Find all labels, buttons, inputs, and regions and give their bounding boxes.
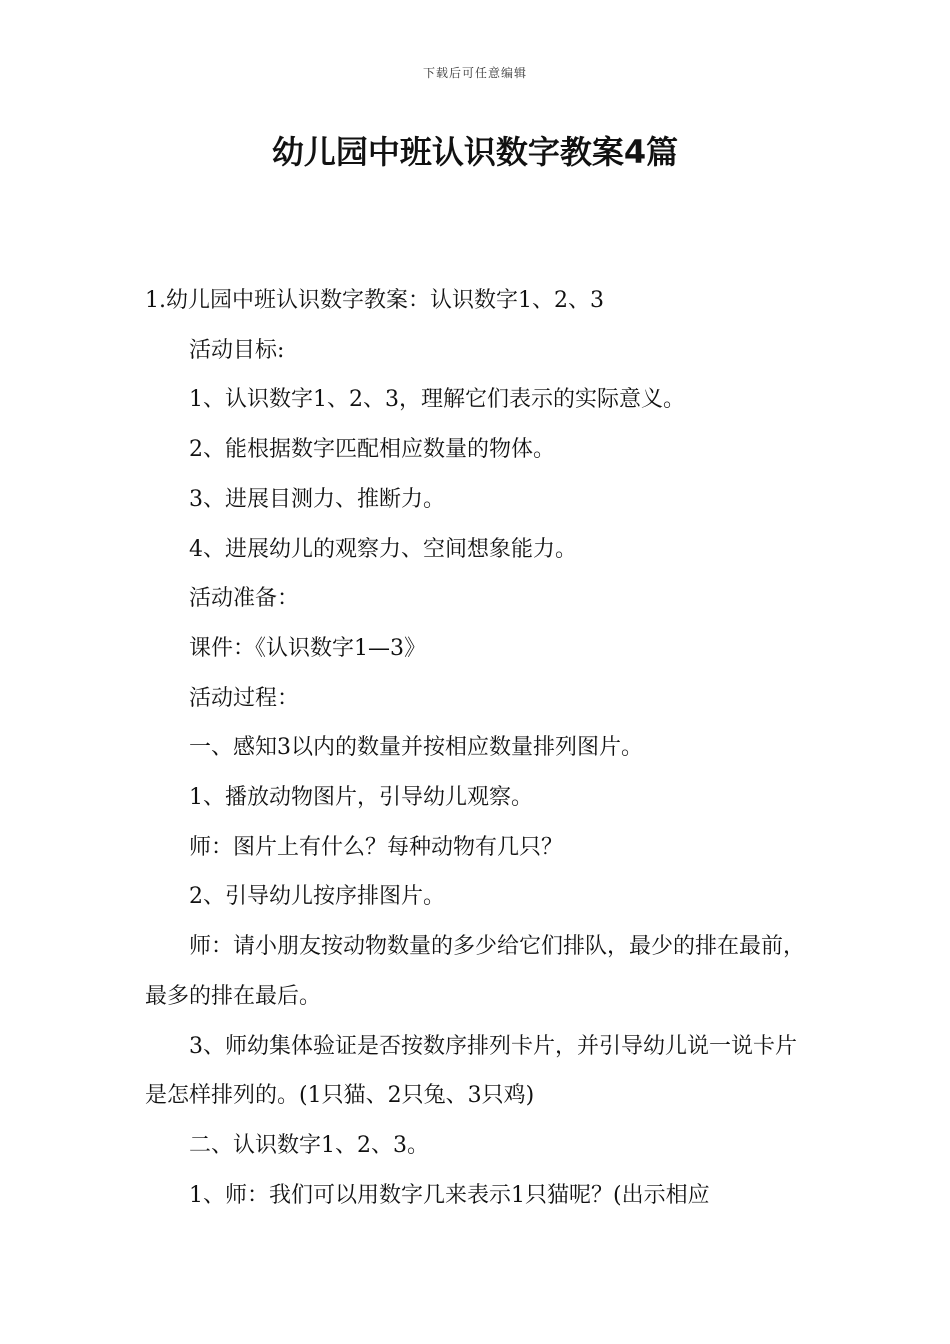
paragraph: 活动过程： [189,685,300,711]
paragraph: 1、师：我们可以用数字几来表示1只猫呢？(出示相应 [189,1182,710,1208]
paragraph: 师：请小朋友按动物数量的多少给它们排队，最少的排在最前，最多的排在最后。 [145,934,806,1009]
paragraph: 3、进展目测力、推断力。 [189,486,445,512]
paragraph: 活动准备： [189,586,300,612]
paragraph: 一、感知3以内的数量并按相应数量排列图片。 [189,735,643,761]
document-title: 幼儿园中班认识数字教案4篇 [271,133,679,171]
paragraph: 2、能根据数字匹配相应数量的物体。 [189,437,555,463]
paragraph: 4、进展幼儿的观察力、空间想象能力。 [189,536,577,562]
paragraph: 3、师幼集体验证是否按数序排列卡片，并引导幼儿说一说卡片是怎样排列的。(1只猫、2只兔、3只鸡) [145,1033,797,1109]
paragraph: 1、认识数字1、2、3，理解它们表示的实际意义。 [189,387,685,413]
paragraph: 活动目标: [189,337,285,363]
paragraph: 二、认识数字1、2、3。 [189,1132,429,1158]
paragraph: 1.幼儿园中班认识数字教案：认识数字1、2、3 [145,288,604,313]
document-body [145,276,810,1220]
header-note: 下载后可任意编辑 [422,66,527,80]
paragraph: 师：图片上有什么？每种动物有几只？ [189,834,564,860]
paragraph: 1、播放动物图片，引导幼儿观察。 [189,785,533,811]
paragraph: 课件：《认识数字1—3》 [189,635,426,661]
paragraph: 2、引导幼儿按序排图片。 [189,884,445,910]
